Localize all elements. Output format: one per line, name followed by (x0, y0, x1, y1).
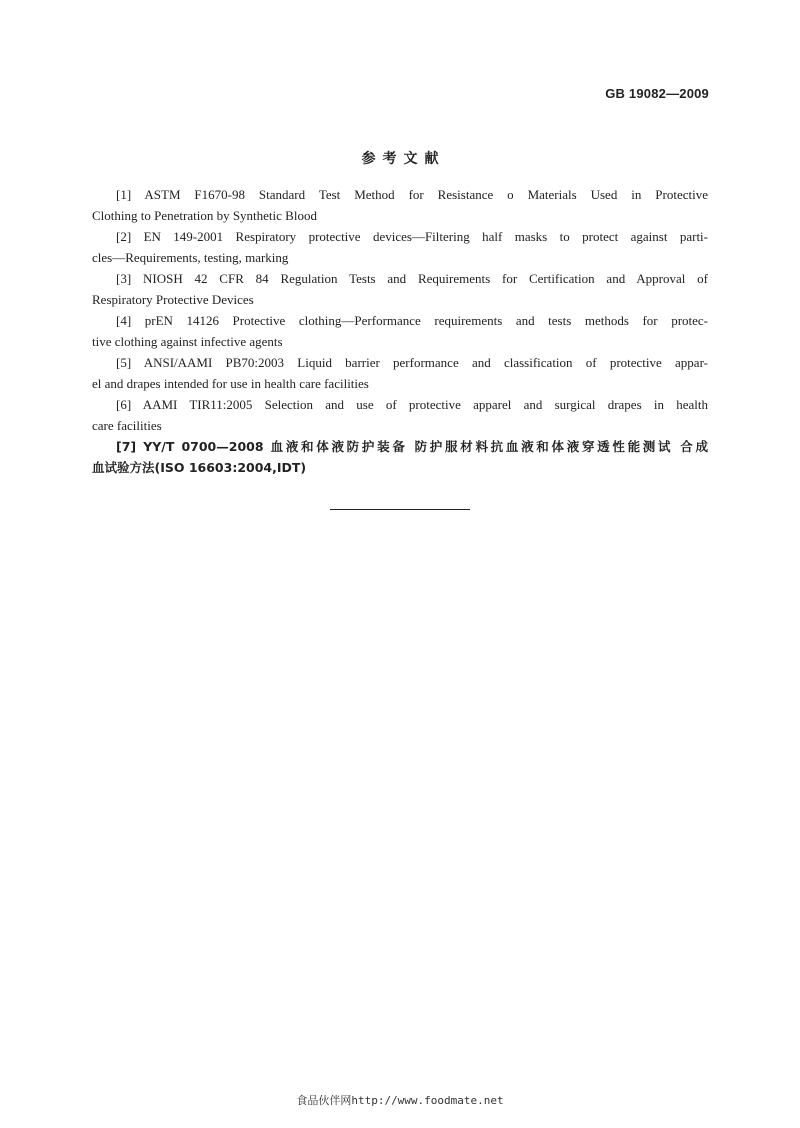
reference-number: [4] (116, 313, 132, 328)
reference-text-line: ANSI/AAMI PB70:2003 Liquid barrier performance and classification of protective appar- (143, 355, 708, 370)
reference-text-line: Clothing to Penetration by Synthetic Blood (92, 208, 317, 223)
section-title: 参考文献 (361, 151, 446, 167)
reference-text-line: prEN 14126 Protective clothing—Performance requirements and tests methods for protec- (144, 313, 708, 328)
reference-text-line: care facilities (92, 418, 162, 433)
standard-number: GB 19082—2009 (605, 86, 709, 101)
reference-list (92, 184, 708, 478)
reference-item (92, 352, 708, 394)
reference-text-line: NIOSH 42 CFR 84 Regulation Tests and Requirements for Certification and Approval of (142, 271, 709, 286)
reference-text-line: ASTM F1670-98 Standard Test Method for Resistance o Materials Used in Protective (144, 187, 708, 202)
reference-number: [6] (116, 397, 132, 412)
reference-number: [2] (116, 229, 132, 244)
reference-text-line: el and drapes intended for use in health care facilities (92, 376, 369, 391)
end-rule (330, 509, 470, 510)
reference-item (92, 226, 708, 268)
reference-text-line: tive clothing against infective agents (92, 334, 283, 349)
reference-item (92, 394, 708, 436)
reference-number: [3] (116, 271, 132, 286)
reference-item (92, 184, 708, 226)
reference-text-line: cles—Requirements, testing, marking (92, 250, 289, 265)
reference-item (92, 436, 708, 478)
reference-item (92, 310, 708, 352)
reference-text-line: AAMI TIR11:2005 Selection and use of protective apparel and surgical drapes in health (142, 397, 708, 412)
reference-number: [5] (116, 355, 132, 370)
reference-number: [1] (116, 187, 132, 202)
reference-text-line: 血试验方法(ISO 16603:2004,IDT) (92, 460, 307, 475)
reference-number: [7] (116, 439, 137, 454)
footer-watermark: 食品伙伴网http://www.foodmate.net (296, 1094, 504, 1107)
reference-item (92, 268, 708, 310)
reference-text-line: Respiratory Protective Devices (92, 292, 254, 307)
reference-text-line: YY/T 0700—2008 血液和体液防护装备 防护服材料抗血液和体液穿透性能测试 合成 (143, 439, 709, 454)
reference-text-line: EN 149-2001 Respiratory protective devices—Filtering half masks to protect against parti- (143, 229, 709, 244)
